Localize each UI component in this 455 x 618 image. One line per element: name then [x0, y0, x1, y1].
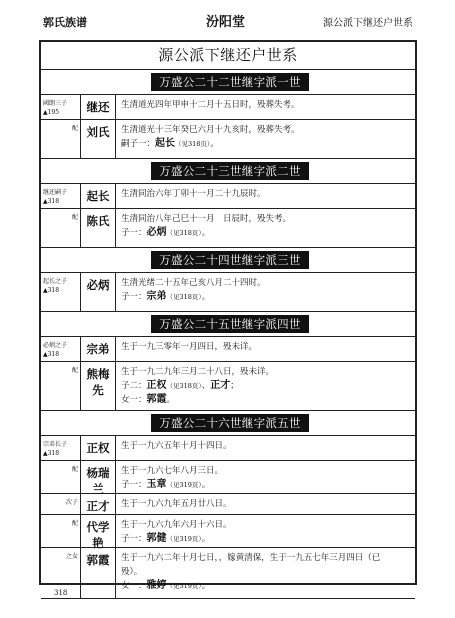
page-ref: ▲318 [43, 450, 60, 457]
relation: 配 [71, 125, 78, 132]
relation: 之女 [65, 553, 78, 560]
relation: 宗弟长子 [43, 441, 68, 448]
relation: 次子 [65, 499, 78, 506]
person-row [41, 461, 415, 494]
person-details: 生清道光十三年癸巳六月十九亥时，殁葬失考。 嗣子一：起长（见318页）。 [121, 125, 300, 149]
person-row [41, 362, 415, 411]
person-details: 生清道光四年甲申十二月十五日时，殁葬失考。 [121, 100, 300, 110]
person-row [41, 120, 415, 159]
person-row [41, 95, 415, 120]
page-ref: ▲195 [43, 109, 60, 116]
relation: 必炳之子 [43, 342, 68, 349]
daughter-name: 雅婷 [146, 580, 167, 591]
person-row [41, 184, 415, 209]
person-name: 宗弟 [81, 337, 116, 361]
person-name: 郭霞 [81, 548, 116, 598]
child-name: 宗弟 [146, 291, 167, 302]
section-title: 源公派下继还户世系 [323, 18, 413, 29]
person-details: 生清同治八年己巳十一月 日辰时，殁失考。 子一：必炳（见318页）。 [121, 214, 292, 238]
relation: 國朗三子 [43, 100, 68, 107]
page-ref: ▲318 [43, 351, 60, 358]
hall-name: 汾阳堂 [206, 15, 246, 30]
genealogy-table [39, 40, 417, 591]
book-title: 郭氏族谱 [43, 16, 87, 29]
generation-banner: 万盛公二十二世继字派一世 [41, 70, 415, 95]
page-header [0, 0, 455, 40]
person-name: 陈氏 [81, 209, 116, 247]
person-name: 必炳 [81, 273, 116, 311]
generation-banner: 万盛公二十四世继字派三世 [41, 248, 415, 273]
child-name: 起长 [155, 138, 176, 149]
person-name: 刘氏 [81, 120, 116, 158]
person-row [41, 515, 415, 548]
person-details: 生于一九二九年三月二十八日，殁未详。 子二：正权（见318页）、正才； 女一：郭霞。 [121, 367, 275, 405]
person-name: 正才 [81, 494, 116, 514]
page-ref: ▲318 [43, 287, 60, 294]
person-row [41, 548, 415, 599]
person-details: 生于一九六九年六月十六日。 子一：郭健（见319页）。 [121, 520, 232, 544]
generation-banner: 万盛公二十三世继字派二世 [41, 159, 415, 184]
person-name: 起长 [81, 184, 116, 208]
page-ref: ▲318 [43, 198, 60, 205]
daughter-name: 郭霞 [146, 394, 167, 405]
relation: 继还嗣子 [43, 189, 68, 196]
relation: 配 [71, 520, 78, 527]
child-name: 正权 [146, 380, 167, 391]
person-name: 代学艳 [81, 515, 116, 547]
person-details: 生于一九六五年十月十四日。 [121, 441, 232, 451]
child-name: 必炳 [146, 227, 167, 238]
generation-banner: 万盛公二十五世继字派四世 [41, 312, 415, 337]
person-details: 生于一九六七年八月三日。 子一：玉章（见319页）。 [121, 466, 224, 490]
person-details: 生于一九三零年一月四日，殁未详。 [121, 342, 258, 352]
page-number: 318 [54, 589, 68, 597]
relation: 配 [71, 214, 78, 221]
person-details: 生于一九六二年十月七日，，嫁黄清保，生于一九五七年三月四日（已 殁）。 女一：雅婷（见319页）。 [121, 553, 381, 591]
relation: 起长之子 [43, 278, 68, 285]
generation-banner: 万盛公二十六世继字派五世 [41, 411, 415, 436]
person-name: 正权 [81, 436, 116, 460]
child-name: 郭健 [146, 533, 167, 544]
child-name: 玉章 [146, 479, 167, 490]
person-row [41, 337, 415, 362]
person-row [41, 209, 415, 248]
person-row [41, 273, 415, 312]
relation: 配 [71, 466, 78, 473]
person-details: 生清光绪二十五年己亥八月二十四时。 子一：宗弟（见318页）。 [121, 278, 266, 302]
person-details: 生清同治六年丁卯十一月二十九辰时。 [121, 189, 266, 199]
person-details: 生于一九六九年五月廿八日。 [121, 499, 232, 509]
person-name: 继还 [81, 95, 116, 119]
person-name: 杨瑞兰 [81, 461, 116, 493]
person-row [41, 436, 415, 461]
person-name: 熊梅先 [81, 362, 116, 410]
relation: 配 [71, 367, 78, 374]
child-name: 正才 [210, 380, 231, 391]
person-row [41, 494, 415, 515]
table-title: 源公派下继还户世系 [41, 42, 415, 70]
